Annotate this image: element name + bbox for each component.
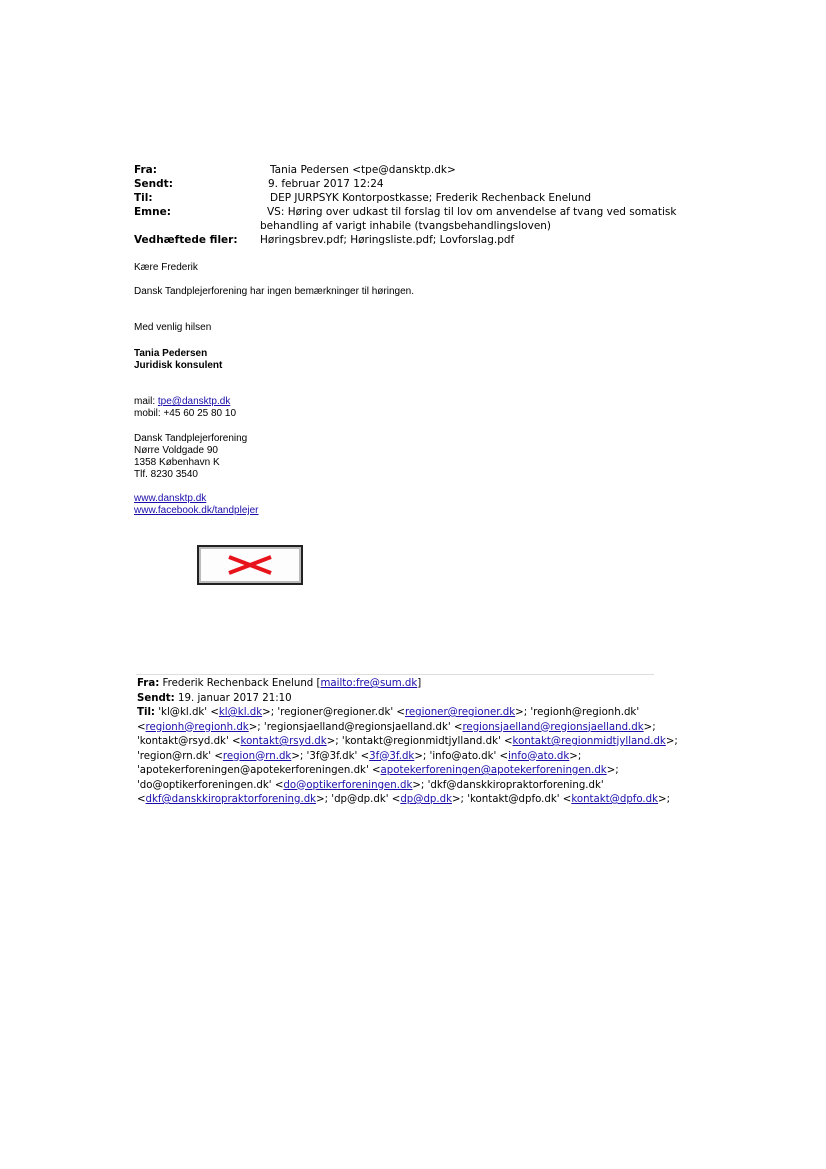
fwd-text: >; [606, 765, 619, 776]
attachments-value: Høringsbrev.pdf; Høringsliste.pdf; Lovforslag.pdf [260, 234, 515, 246]
mail-link[interactable]: tpe@dansktp.dk [157, 396, 231, 407]
fwd-from-label: Fra: [137, 678, 160, 689]
broken-image-placeholder [197, 545, 303, 585]
fwd-text: >; 'dkf@danskkiropraktorforening.dk' [412, 779, 604, 791]
fwd-text: >; [643, 721, 656, 733]
signature-mobile: mobil: +45 60 25 80 10 [134, 408, 237, 419]
fwd-text: >; 'regionsjaelland@regionsjaelland.dk' < [248, 721, 463, 733]
forwarded-to-line-3 [137, 735, 678, 750]
sent-label: Sendt: [134, 178, 173, 190]
email-link[interactable]: apotekerforeningen@apotekerforeningen.dk [380, 765, 607, 776]
forwarded-separator [136, 674, 654, 675]
email-link[interactable]: regionh@regionh.dk [145, 721, 249, 733]
website-link[interactable]: www.dansktp.dk [134, 493, 207, 504]
signature-city: 1358 København K [134, 457, 220, 468]
fwd-text: 'kl@kl.dk' < [155, 707, 219, 718]
broken-image-x-icon [199, 547, 301, 583]
email-link[interactable]: regioner@regioner.dk [404, 707, 516, 718]
signature-phone: Tlf. 8230 3540 [134, 469, 198, 480]
sent-value: 9. februar 2017 12:24 [268, 178, 384, 190]
email-link[interactable]: kl@kl.dk [218, 707, 263, 718]
fwd-text: 'kontakt@rsyd.dk' < [137, 736, 241, 747]
fwd-text: >; 'regionh@regionh.dk' [515, 707, 640, 718]
fwd-text: 'region@rn.dk' < [137, 750, 223, 762]
fwd-text: < [137, 794, 146, 805]
fwd-from-name: Frederik Rechenback Enelund [162, 678, 314, 689]
signature-title: Juridisk konsulent [134, 360, 223, 371]
fwd-text: >; 'dp@dp.dk' < [316, 794, 401, 805]
email-link[interactable]: dkf@danskkiropraktorforening.dk [145, 794, 317, 805]
forwarded-to-line-7 [137, 793, 678, 808]
greeting: Kære Frederik [134, 262, 198, 273]
subject-line-2: behandling af varigt inhabile (tvangsbehandlingsloven) [260, 220, 552, 232]
fwd-to-label: Til: [137, 707, 156, 718]
fwd-text: >; 'regioner@regioner.dk' < [262, 707, 405, 718]
forwarded-to-line-5 [137, 764, 678, 779]
email-link[interactable]: dp@dp.dk [400, 794, 452, 805]
fwd-text: >; 'info@ato.dk' < [414, 750, 509, 762]
fwd-text: < [137, 721, 146, 733]
fwd-from-link[interactable]: mailto:fre@sum.dk [320, 678, 418, 689]
forwarded-header [137, 677, 678, 808]
email-link[interactable]: kontakt@rsyd.dk [240, 736, 327, 747]
fwd-text: >; [658, 794, 671, 805]
email-link[interactable]: info@ato.dk [508, 750, 570, 762]
fwd-text: >; [569, 750, 582, 762]
forwarded-to-line-4 [137, 750, 678, 765]
forwarded-sent-row [137, 692, 678, 707]
closing: Med venlig hilsen [134, 322, 212, 333]
fwd-text: >; [665, 736, 678, 747]
message: Dansk Tandplejerforening har ingen bemærkninger til høringen. [134, 286, 414, 297]
attachments-label: Vedhæftede filer: [134, 234, 238, 246]
email-link[interactable]: kontakt@dpfo.dk [571, 794, 659, 805]
to-value: DEP JURPSYK Kontorpostkasse; Frederik Rechenback Enelund [270, 192, 592, 204]
forwarded-from-row: Fra: Frederik Rechenback Enelund [mailto:fre@sum.dk] [137, 678, 422, 689]
signature-name: Tania Pedersen [134, 348, 208, 359]
from-label: Fra: [134, 164, 157, 176]
fwd-text: >; 'kontakt@regionmidtjylland.dk' < [326, 736, 513, 747]
to-label: Til: [134, 192, 153, 204]
signature-org: Dansk Tandplejerforening [134, 433, 248, 444]
fwd-text: >; 'kontakt@dpfo.dk' < [452, 794, 572, 805]
forwarded-to-line-6 [137, 779, 678, 794]
fwd-text: 'do@optikerforeningen.dk' < [137, 779, 284, 791]
facebook-link[interactable]: www.facebook.dk/tandplejer [134, 505, 259, 516]
email-link[interactable]: kontakt@regionmidtjylland.dk [512, 736, 666, 747]
fwd-sent-label: Sendt: [137, 692, 175, 704]
signature-mail [134, 396, 230, 408]
fwd-sent-value: 19. januar 2017 21:10 [178, 692, 292, 704]
subject-label: Emne: [134, 206, 171, 218]
email-link[interactable]: do@optikerforeningen.dk [283, 779, 413, 791]
signature-street: Nørre Voldgade 90 [134, 445, 218, 456]
email-link[interactable]: 3f@3f.dk [369, 750, 415, 762]
mail-label: mail: [134, 396, 158, 407]
from-value: Tania Pedersen <tpe@dansktp.dk> [270, 164, 456, 176]
subject-line-1: VS: Høring over udkast til forslag til lov om anvendelse af tvang ved somatisk [267, 206, 677, 218]
forwarded-to-line-2 [137, 721, 678, 736]
fwd-text: >; '3f@3f.dk' < [291, 750, 370, 762]
email-link[interactable]: region@rn.dk [222, 750, 292, 762]
email-link[interactable]: regionsjaelland@regionsjaelland.dk [462, 721, 644, 733]
forwarded-to-line-1 [137, 706, 678, 721]
fwd-text: 'apotekerforeningen@apotekerforeningen.dk' < [137, 765, 381, 776]
